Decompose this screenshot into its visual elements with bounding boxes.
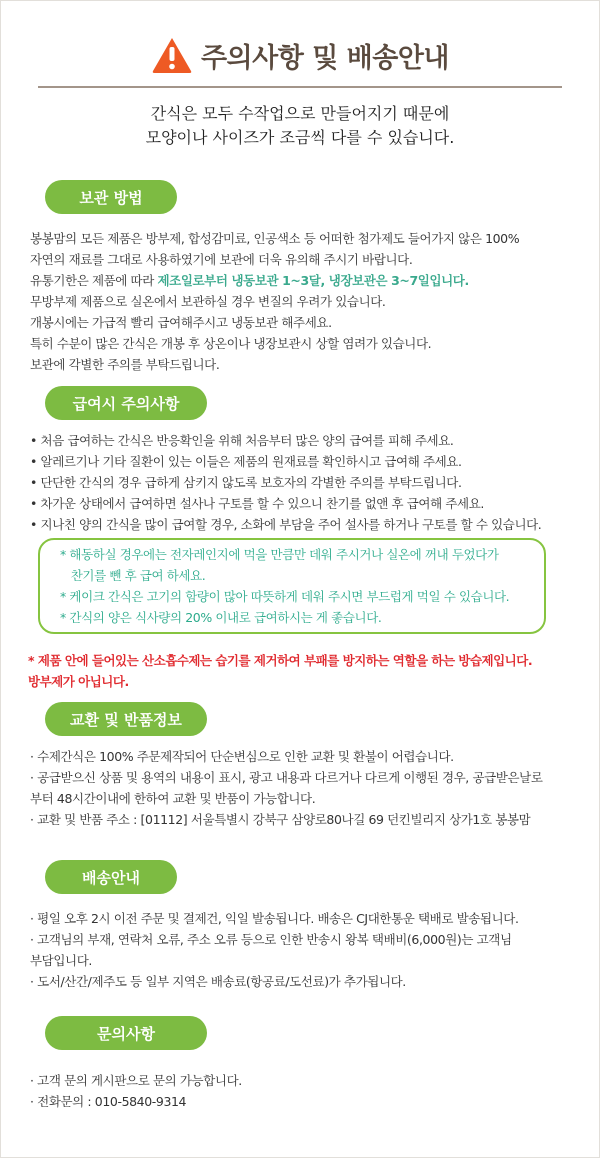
exchange-line: · 공급받으신 상품 및 용역의 내용이 표시, 광고 내용과 다르거나 다르게 이행된 경우, 공급받은날로 [30, 770, 543, 785]
intro-line: 간식은 모두 수작업으로 만들어지기 때문에 [150, 104, 450, 123]
page-title: 주의사항 및 배송안내 [200, 42, 450, 74]
feeding-line: • 단단한 간식의 경우 급하게 삼키지 않도록 보호자의 각별한 주의를 부탁드립니다. [30, 475, 462, 490]
storage-line: 보관에 각별한 주의를 부탁드립니다. [30, 357, 220, 372]
storage-line: 개봉시에는 가급적 빨리 급여해주시고 냉동보관 해주세요. [30, 315, 332, 330]
shipping-line: · 도서/산간/제주도 등 일부 지역은 배송료(항공료/도선료)가 추가됩니다. [30, 974, 406, 989]
thawing-notice-text [60, 544, 550, 628]
inquiry-line: · 전화문의 : 010-5840-9314 [30, 1094, 187, 1109]
section-pill-inquiry: 문의사항 [45, 1016, 207, 1050]
shipping-line: · 평일 오후 2시 이전 주문 및 결제건, 익일 발송됩니다. 배송은 CJ대한통운 택배로 발송됩니다. [30, 911, 519, 926]
notice-line: * 케이크 간식은 고기의 함량이 많아 따뜻하게 데워 주시면 부드럽게 먹일 수 있습니다. [60, 589, 510, 604]
intro-line: 모양이나 사이즈가 조금씩 다를 수 있습니다. [145, 128, 455, 147]
inquiry-line: · 고객 문의 게시판으로 문의 가능합니다. [30, 1073, 242, 1088]
inquiry-text [30, 1070, 575, 1112]
header-divider [38, 86, 562, 88]
intro-text [0, 102, 600, 150]
shipping-line: 부담입니다. [30, 953, 92, 968]
warning-triangle-icon [151, 36, 193, 74]
feeding-line: • 알레르기나 기타 질환이 있는 이들은 제품의 원재료를 확인하시고 급여해 주세요. [30, 454, 462, 469]
desiccant-line: * 제품 안에 들어있는 산소흡수제는 습기를 제거하여 부패를 방지하는 역할을 하는 방습제입니다. [28, 653, 533, 668]
exchange-text [30, 746, 575, 830]
section-pill-feeding: 급여시 주의사항 [45, 386, 207, 420]
feeding-text [30, 430, 575, 535]
feeding-line: • 지나친 양의 간식을 많이 급여할 경우, 소화에 부담을 주어 설사를 하거나 구토를 할 수 있습니다. [30, 517, 542, 532]
desiccant-line: 방부제가 아닙니다. [28, 674, 129, 689]
page-header [0, 30, 600, 80]
storage-line: 봉봉맘의 모든 제품은 방부제, 합성감미료, 인공색소 등 어떠한 첨가제도 들어가지 않은 100% [30, 231, 520, 246]
shipping-line: · 고객님의 부재, 연락처 오류, 주소 오류 등으로 인한 반송시 왕복 택배비(6,000원)는 고객님 [30, 932, 512, 947]
desiccant-warning [28, 650, 578, 692]
storage-line: 무방부제 제품으로 실온에서 보관하실 경우 변질의 우려가 있습니다. [30, 294, 386, 309]
feeding-line: • 차가운 상태에서 급여하면 설사나 구토를 할 수 있으니 찬기를 없앤 후 급여해 주세요. [30, 496, 484, 511]
storage-line: 자연의 재료를 그대로 사용하였기에 보관에 더욱 유의해 주시기 바랍니다. [30, 252, 413, 267]
storage-line [30, 270, 575, 291]
storage-line: 특히 수분이 많은 간식은 개봉 후 상온이나 냉장보관시 상할 염려가 있습니다. [30, 336, 432, 351]
notice-line: 찬기를 뺀 후 급여 하세요. [60, 568, 206, 583]
shipping-text [30, 908, 575, 992]
storage-line-prefix: 유통기한은 제품에 따라 [30, 273, 158, 288]
section-pill-shipping: 배송안내 [45, 860, 177, 894]
notice-line: * 해동하실 경우에는 전자레인지에 먹을 만큼만 데워 주시거나 실온에 꺼내 두었다가 [60, 547, 499, 562]
storage-highlight: 제조일로부터 냉동보관 1~3달, 냉장보관은 3~7일입니다. [157, 273, 469, 288]
section-pill-storage: 보관 방법 [45, 180, 177, 214]
exchange-line: · 교환 및 반품 주소 : [01112] 서울특별시 강북구 삼양로80나길 69 던킨빌리지 상가1호 봉봉맘 [30, 812, 531, 827]
notice-line: * 간식의 양은 식사량의 20% 이내로 급여하시는 게 좋습니다. [60, 610, 382, 625]
exchange-line: · 수제간식은 100% 주문제작되어 단순변심으로 인한 교환 및 환불이 어렵습니다. [30, 749, 454, 764]
storage-text [30, 228, 575, 375]
feeding-line: • 처음 급여하는 간식은 반응확인을 위해 처음부터 많은 양의 급여를 피해 주세요. [30, 433, 454, 448]
exchange-line: 부터 48시간이내에 한하여 교환 및 반품이 가능합니다. [30, 791, 316, 806]
section-pill-exchange: 교환 및 반품정보 [45, 702, 207, 736]
